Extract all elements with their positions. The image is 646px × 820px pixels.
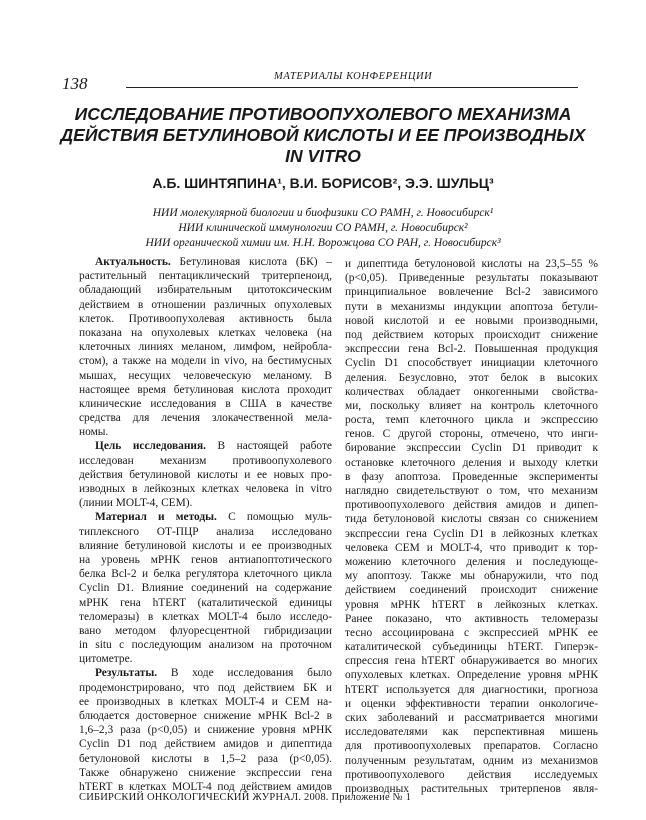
title-line: IN VITRO — [285, 146, 361, 166]
text-line — [79, 383, 332, 397]
line-text: стом), а также на модели in vivo, на бестимусных — [79, 355, 332, 368]
line-text: уровня мРНК hTERT в лейкозных клетках. — [345, 598, 598, 611]
text-line — [345, 598, 598, 612]
text-line — [79, 624, 332, 638]
line-text: Cyclin D1 под действием амидов и дипептида — [79, 738, 332, 751]
article-title — [40, 104, 606, 167]
line-text: теломеразы) в клетках MOLT-4 было исследо- — [79, 610, 332, 623]
text-line — [345, 626, 598, 640]
line-text: ских заболеваний и рассматривается многими — [345, 712, 598, 724]
line-text: на уровень мРНК генов антиапоптотического — [79, 553, 332, 566]
text-line — [79, 567, 332, 581]
text-line — [79, 496, 332, 510]
text-line — [79, 298, 332, 312]
text-line — [345, 413, 598, 427]
line-text: принципиальное вовлечение Bcl-2 зависимого — [345, 286, 598, 299]
text-line — [79, 666, 332, 680]
line-text: противоопухолевого действия исследуемых — [345, 768, 598, 781]
text-line — [345, 484, 598, 498]
line-text: Cyclin D1. Влияние соединений на содержание — [79, 582, 332, 595]
text-line — [79, 312, 332, 326]
paragraph-heading: Результаты. — [95, 667, 158, 680]
text-line — [79, 610, 332, 624]
line-text: hTERT в клетках MOLT-4 под действием амидов — [79, 780, 332, 793]
line-text: экспрессии гена Cyclin D1 в лейкозных клетках — [345, 527, 598, 540]
line-text: (p<0,05). Приведенные результаты показывают — [345, 272, 598, 285]
affiliation: НИИ молекулярной биологии и биофизики СО РАМН, г. Новосибирск¹ — [152, 207, 494, 219]
line-text: тесно ассоциирована с экспрессией мРНК ее — [345, 626, 598, 639]
text-line — [345, 527, 598, 541]
text-line — [79, 510, 332, 524]
line-text: мышах, несущих человеческую меланому. В — [79, 369, 332, 382]
line-text: Бетулиновая кислота (БК) – — [170, 256, 332, 268]
text-line — [345, 725, 598, 739]
line-text: С помощью муль- — [216, 511, 332, 524]
line-text: (линии MOLT-4, CEM). — [79, 497, 193, 510]
line-text: настоящее время бетулиновая кислота проходит — [79, 383, 332, 396]
text-line — [345, 470, 598, 484]
line-text: под действием которых происходит снижение — [345, 328, 598, 341]
line-text: растительный пентациклический тритерпеноид, — [79, 270, 332, 283]
text-line — [79, 340, 332, 354]
line-text: Cyclin D1 способствует инициации клеточного — [345, 357, 598, 370]
text-line — [345, 583, 598, 597]
text-line — [345, 456, 598, 470]
text-line — [345, 385, 598, 399]
line-text: противоопухолевого действия амидов и дипеп- — [345, 499, 598, 512]
text-line — [79, 283, 332, 297]
line-text: исследователями как перспективная мишень — [345, 726, 598, 739]
line-text: действием в отношении различных опухолевых — [79, 298, 332, 311]
text-line — [79, 439, 332, 453]
affiliations — [40, 206, 606, 251]
text-line — [345, 739, 598, 753]
left-column — [79, 255, 332, 794]
line-text: и оценки эффективности терапии онкологиче- — [345, 697, 598, 710]
text-line — [345, 314, 598, 328]
line-text: остановке клеточного деления и выходу клетки — [345, 456, 598, 469]
text-line — [79, 411, 332, 425]
text-line — [345, 683, 598, 697]
text-line — [345, 285, 598, 299]
text-line — [79, 354, 332, 368]
line-text: блюдается достоверное снижение мРНК Bcl-2 в — [79, 710, 332, 722]
line-text: можению клеточного деления и последующе- — [345, 555, 598, 568]
text-line — [345, 328, 598, 342]
line-text: В настоящей работе — [206, 440, 332, 453]
line-text: in situ с последующим анализом на проточном — [79, 639, 332, 652]
text-line — [79, 269, 332, 283]
line-text: Также обнаружено снижение экспрессии гена — [79, 766, 332, 779]
text-line — [345, 754, 598, 768]
text-line — [345, 612, 598, 626]
line-text: мРНК гена hTERT (каталитической единицы — [79, 596, 332, 609]
text-line — [345, 498, 598, 512]
line-text: клеток. Противоопухолевая активность была — [79, 312, 332, 325]
text-line — [79, 326, 332, 340]
line-text: средства для лечения злокачественной мела- — [79, 412, 332, 425]
line-text: человека CEM и MOLT-4, что приводит к тор- — [345, 541, 598, 554]
line-text: hTERT используется для диагностики, прогноза — [345, 683, 598, 696]
text-line — [345, 271, 598, 285]
line-text: вано методом флуоресцентной гибридизации — [79, 624, 332, 637]
line-text: каталитической субъединицы hTERT. Гиперэк- — [345, 641, 598, 654]
text-line — [79, 255, 332, 269]
affiliation: НИИ клинической иммунологии СО РАМН, г. Новосибирск² — [178, 222, 468, 234]
line-text: клинические исследования в США в качестве — [79, 397, 332, 410]
text-line — [345, 668, 598, 682]
text-line — [79, 581, 332, 595]
line-text: продемонстрировано, что под действием БК и — [79, 681, 332, 694]
line-text: номы. — [79, 426, 109, 439]
text-line — [79, 397, 332, 411]
line-text: пути в механизмы индукции апоптоза бетули- — [345, 300, 598, 313]
line-text: полученным результатам, одним из механизмов — [345, 754, 598, 767]
line-text: деления. Безусловно, этот белок в высоких — [345, 371, 598, 384]
text-line — [345, 441, 598, 455]
header-rule — [126, 87, 578, 88]
paragraph-heading: Цель исследования. — [95, 440, 206, 453]
line-text: в фазу апоптоза. Проведенные эксперименты — [345, 470, 598, 483]
text-line — [79, 681, 332, 695]
line-text: роста, темп клеточного цикла и экспрессию — [345, 414, 598, 427]
line-text: новой кислотой и ее новыми производными, — [345, 314, 598, 327]
text-line — [345, 512, 598, 526]
line-text: экспрессии гена Bcl-2. Повышенная продукция — [345, 343, 598, 356]
text-line — [345, 654, 598, 668]
text-line — [345, 427, 598, 441]
text-line — [79, 425, 332, 439]
journal-footer: СИБИРСКИЙ ОНКОЛОГИЧЕСКИЙ ЖУРНАЛ. 2008. Приложение № 1 — [79, 792, 412, 803]
line-text: белка Bcl-2 и белка регулятора клеточного цикла — [79, 568, 332, 581]
text-line — [345, 569, 598, 583]
text-line — [345, 300, 598, 314]
line-text: количествах обладает онкогенными свойства- — [345, 385, 598, 398]
line-text: цитометре. — [79, 653, 133, 666]
line-text: Ранее показано, что активность теломеразы — [345, 612, 598, 625]
text-line — [79, 737, 332, 751]
line-text: бирование экспрессии Cyclin D1 приводит к — [345, 442, 598, 455]
text-line — [79, 638, 332, 652]
line-text: влияние бетулиновой кислоты и ее производных — [79, 539, 332, 552]
line-text: 1,6–2,3 раза (p<0,05) и снижение уровня мРНК — [79, 724, 332, 737]
line-text: исследован механизм противоопухолевого — [79, 454, 332, 467]
page-number: 138 — [62, 74, 88, 93]
line-text: производных растительных тритерпенов явля- — [345, 782, 598, 795]
text-line — [345, 541, 598, 555]
text-line — [79, 539, 332, 553]
line-text: действием соединений происходит снижение — [345, 584, 598, 597]
line-text: действия бетулиновой кислоты и ее новых про- — [79, 468, 332, 481]
line-text: тида бетулоновой кислоты связан со снижением — [345, 513, 598, 526]
section-label: МАТЕРИАЛЫ КОНФЕРЕНЦИИ — [274, 71, 433, 82]
line-text: клеточных линиях меланом, лимфом, нейробла- — [79, 341, 332, 354]
paragraph-heading: Актуальность. — [95, 256, 171, 268]
text-line — [345, 711, 598, 725]
text-line — [79, 369, 332, 383]
line-text: изводных в лейкозных клетках человека in vitro — [79, 483, 332, 495]
text-line — [345, 371, 598, 385]
text-line — [79, 454, 332, 468]
text-line — [79, 525, 332, 539]
paragraph-heading: Материал и методы. — [95, 511, 217, 524]
line-text: спрессия гена hTERT обнаруживается во многих — [345, 655, 598, 668]
text-line — [345, 342, 598, 356]
text-line — [79, 652, 332, 666]
line-text: типлексного ОТ-ПЦР анализа исследовано — [79, 525, 332, 538]
text-line — [79, 766, 332, 780]
title-line: ДЕЙСТВИЯ БЕТУЛИНОВОЙ КИСЛОТЫ И ЕЕ ПРОИЗВОДНЫХ — [60, 125, 586, 145]
line-text: показана на опухолевых клетках человека (на — [79, 326, 332, 339]
right-column — [345, 257, 598, 796]
line-text: В ходе исследования было — [157, 667, 332, 680]
text-line — [345, 257, 598, 271]
text-line — [345, 697, 598, 711]
line-text: и дипептида бетулоновой кислоты на 23,5–55 % — [345, 258, 598, 270]
line-text: бетулоновой кислоты в 1,5–2 раза (p<0,05). — [79, 752, 332, 765]
text-line — [79, 482, 332, 496]
text-line — [79, 553, 332, 567]
authors: А.Б. ШИНТЯПИНА¹, В.И. БОРИСОВ², Э.Э. ШУЛЬЦ³ — [152, 175, 494, 191]
line-text: ее производных в клетках MOLT-4 и CEM на- — [79, 695, 332, 708]
text-line — [79, 695, 332, 709]
line-text: обладающий избирательным цитотоксическим — [79, 284, 332, 297]
text-line — [345, 768, 598, 782]
affiliation: НИИ органической химии им. Н.Н. Ворожцова СО РАН, г. Новосибирск³ — [145, 237, 501, 249]
line-text: для противоопухолевых препаратов. Согласно — [345, 740, 598, 753]
text-line — [345, 399, 598, 413]
line-text: му апоптозу. Также мы обнаружили, что под — [345, 570, 598, 583]
line-text: ми, поскольку влияет на контроль клеточного — [345, 399, 598, 412]
text-line — [345, 356, 598, 370]
text-line — [79, 723, 332, 737]
title-line: ИССЛЕДОВАНИЕ ПРОТИВООПУХОЛЕВОГО МЕХАНИЗМА — [74, 104, 572, 124]
text-line — [79, 709, 332, 723]
line-text: генов. С другой стороны, отмечено, что инги- — [345, 428, 598, 441]
text-line — [345, 555, 598, 569]
text-line — [345, 640, 598, 654]
text-line — [79, 752, 332, 766]
text-line — [79, 468, 332, 482]
text-line — [79, 596, 332, 610]
line-text: наглядно свидетельствуют о том, что механизм — [345, 485, 598, 497]
line-text: опухолевых клетках. Определение уровня мРНК — [345, 669, 598, 682]
